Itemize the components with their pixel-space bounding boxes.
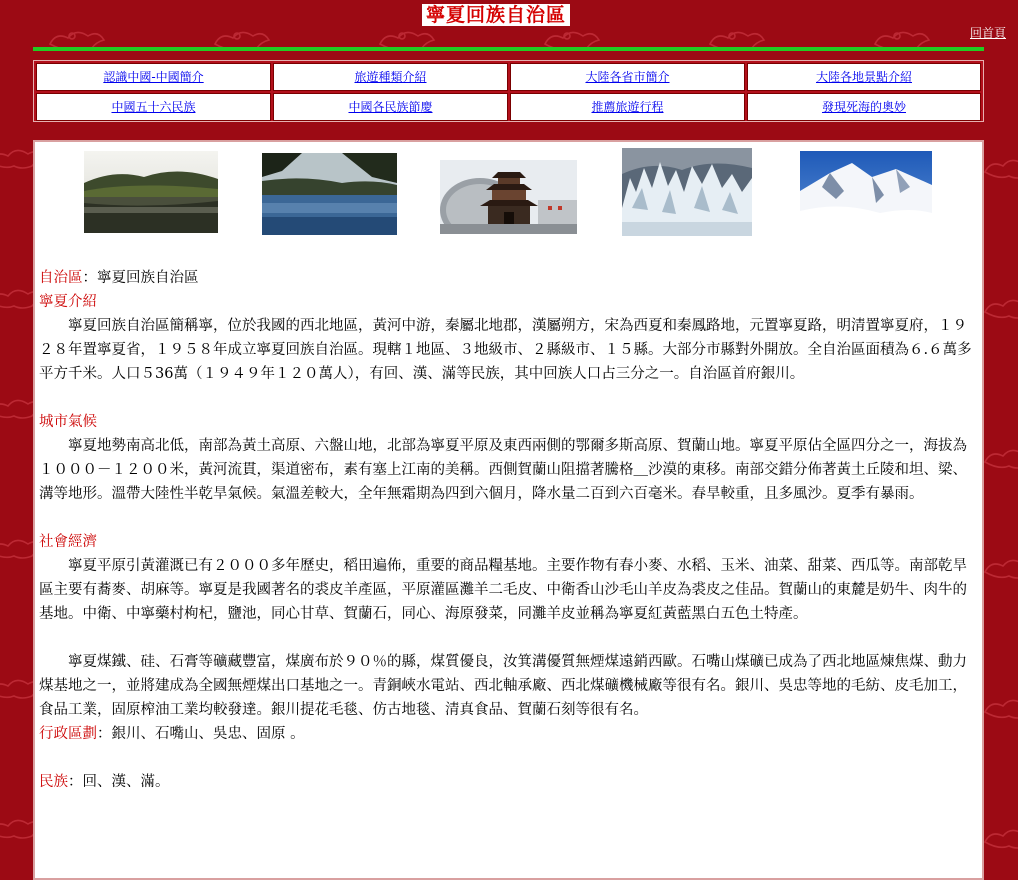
economy-heading: 社會經濟 [39,534,97,550]
intro-paragraph: 寧夏回族自治區簡稱寧，位於我國的西北地區，黃河中游，秦屬北地郡，漢屬朔方，宋為西夏和秦鳳路地，元置寧夏路，明清置寧夏府，１９２８年置寧夏省，１９５８年成立寧夏回族自治區。現轄１地區、３地級市、２縣級市、１５縣。大部分市縣對外開放。全自治區面積為６.６萬多平方千米。人口５36萬（１９４９年１２０萬人），有回、漢、滿等民族，其中回族人口占三分之一。自治區首府銀川。 [39,318,972,382]
article-body [39,266,973,794]
nav-cell-festivals [273,93,508,121]
pagoda-building-photo [440,160,577,234]
climate-heading: 城市氣候 [39,414,97,430]
nav-link-china-intro[interactable]: 認識中國-中國簡介 [103,70,204,84]
admin-line [39,722,973,746]
nav-cell-provinces [510,63,745,91]
glacier-photo [622,148,752,236]
nav-cell-itinerary [510,93,745,121]
intro-heading: 寧夏介紹 [39,294,97,310]
home-link[interactable]: 回首頁 [970,26,1007,40]
nav-table [33,60,984,122]
nav-cell-travel-types [273,63,508,91]
content-panel [33,140,984,880]
page-title: 寧夏回族自治區 [422,4,570,26]
economy-paragraph-1: 寧夏平原引黃灌溉已有２０００多年歷史，稻田遍佈，重要的商品糧基地。主要作物有春小麥、水稻、玉米、油菜、甜菜、西瓜等。南部乾旱區主要有蕎麥、胡麻等。寧夏是我國著名的裘皮羊產區，平原灌區灘羊二毛皮、中衛香山沙毛山羊皮為裘皮之佳品。賀蘭山的東麓是奶牛、肉牛的基地。中衛、中寧藥村枸杞，鹽池，同心甘草、賀蘭石，同心、海原發菜，同灘羊皮並稱為寧夏紅黃藍黑白五色土特產。 [39,558,967,622]
ethnic-label: 民族 [39,774,68,790]
nav-cell-china-intro [36,63,271,91]
climate-paragraph: 寧夏地勢南高北低，南部為黃土高原、六盤山地，北部為寧夏平原及東西兩側的鄂爾多斯高原、賀蘭山地。寧夏平原佔全區四分之一，海拔為１０００－１２００米，黃河流貫，渠道密布，素有塞上江南的美稱。西側賀蘭山阻擋著騰格＿沙漠的東移。南部交錯分佈著黃土丘陵和坦、梁、溝等地形。溫帶大陸性半乾旱氣候。氣溫差較大，全年無霜期為四到六個月，降水量二百到六百毫米。春旱較重，且多風沙。夏季有暴雨。 [39,438,967,502]
divider [33,47,984,51]
ethnic-line [39,770,973,794]
nav-link-ethnic-groups[interactable]: 中國五十六民族 [111,100,196,114]
region-label: 自治區 [39,270,83,286]
nav-link-festivals[interactable]: 中國各民族節慶 [348,100,433,114]
nav-cell-attractions [747,63,981,91]
nav-link-dead-sea[interactable]: 發現死海的奧妙 [821,100,906,114]
region-value: ：寧夏回族自治區 [82,270,199,286]
nav-link-itinerary[interactable]: 推薦旅遊行程 [591,100,664,114]
nav-cell-dead-sea [747,93,981,121]
ethnic-value: ：回、漢、滿。 [68,774,170,790]
nav-link-travel-types[interactable]: 旅遊種類介紹 [354,70,427,84]
region-line [39,266,973,290]
admin-label: 行政區劃 [39,726,97,742]
nav-link-provinces[interactable]: 大陸各省市簡介 [585,70,670,84]
blue-lake-photo [262,153,397,235]
snow-mountain-photo [800,151,932,233]
economy-paragraph-2: 寧夏煤鐵、硅、石膏等礦藏豐富，煤廣布於９０％的縣，煤質優良，汝箕溝優質無煙煤遠銷西歐。石嘴山煤礦已成為了西北地區煉焦煤、動力煤基地之一，並將建成為全國無煙煤出口基地之一。青銅峽水電站、西北軸承廠、西北煤礦機械廠等很有名。銀川、吳忠等地的毛紡、皮毛加工，食品工業，固原榨油工業均較發達。銀川提花毛毯、仿古地毯、清真食品、賀蘭石刻等很有名。 [39,654,967,718]
admin-value: ：銀川、石嘴山、吳忠、固原 。 [97,726,305,742]
nav-link-attractions[interactable]: 大陸各地景點介紹 [815,70,912,84]
lake-hills-photo [84,151,218,233]
nav-cell-ethnic-groups [36,93,271,121]
